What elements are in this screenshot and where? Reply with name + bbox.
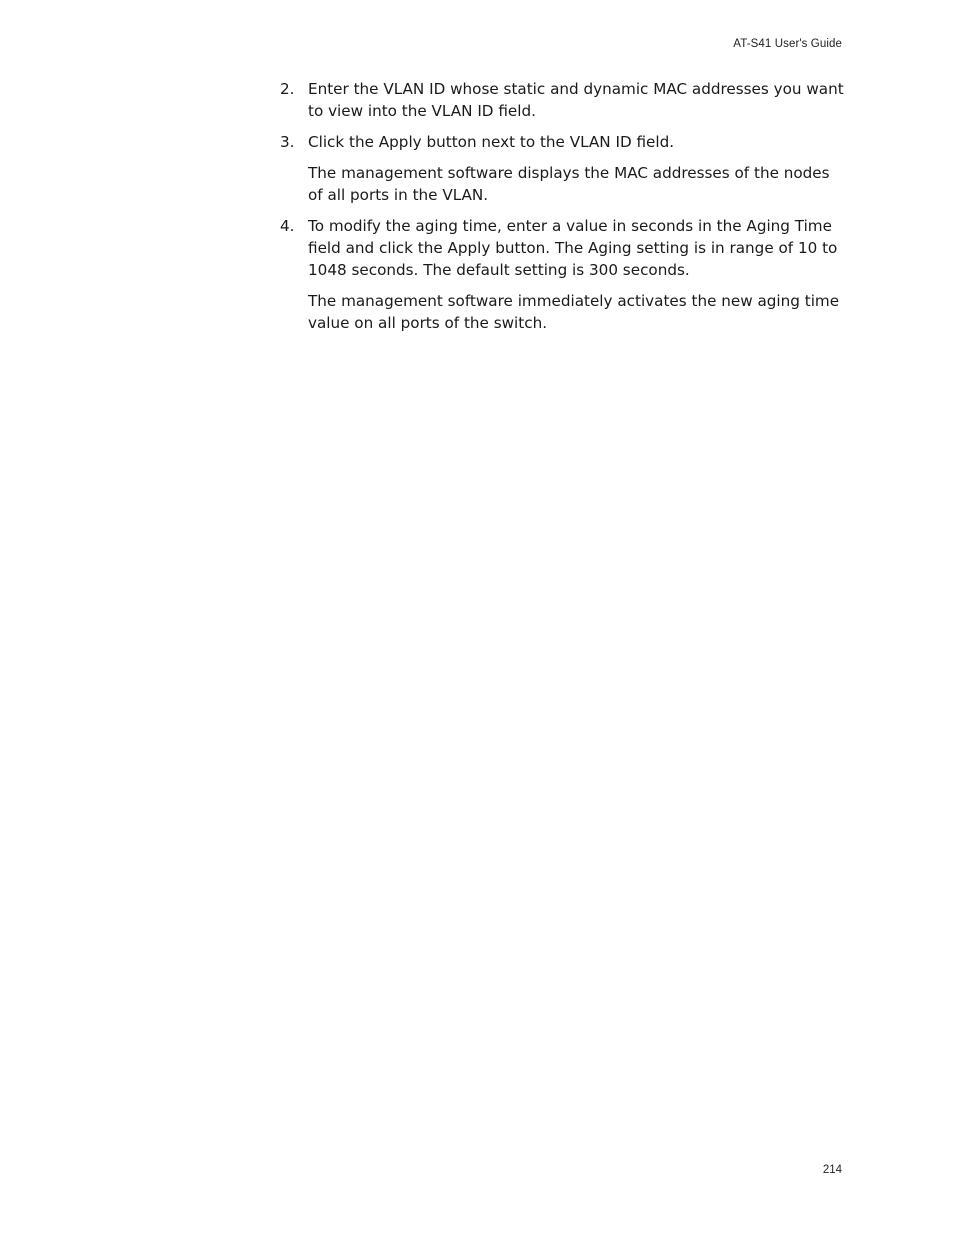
step-text: Click the Apply button next to the VLAN ID field. bbox=[308, 133, 675, 151]
step-text: Enter the VLAN ID whose static and dynamic MAC addresses you want to view into the VLAN ID field. bbox=[308, 80, 844, 120]
document-body bbox=[280, 78, 846, 343]
step-note: The management software immediately activates the new aging time value on all ports of the switch. bbox=[308, 292, 840, 332]
running-header: AT-S41 User's Guide bbox=[733, 38, 842, 50]
step-item bbox=[280, 131, 846, 153]
step-number: 2. bbox=[280, 80, 295, 98]
step-number: 4. bbox=[280, 217, 295, 235]
step-number: 3. bbox=[280, 133, 295, 151]
step-note: The management software displays the MAC addresses of the nodes of all ports in the VLAN. bbox=[308, 164, 830, 204]
step-text: To modify the aging time, enter a value in seconds in the Aging Time field and click the Apply button. The Aging setting is in range of 10 to 1048 seconds. The default setting is 300 seconds. bbox=[308, 217, 838, 279]
step-item bbox=[280, 215, 846, 281]
page-number: 214 bbox=[822, 1164, 842, 1176]
step-item bbox=[280, 78, 846, 122]
